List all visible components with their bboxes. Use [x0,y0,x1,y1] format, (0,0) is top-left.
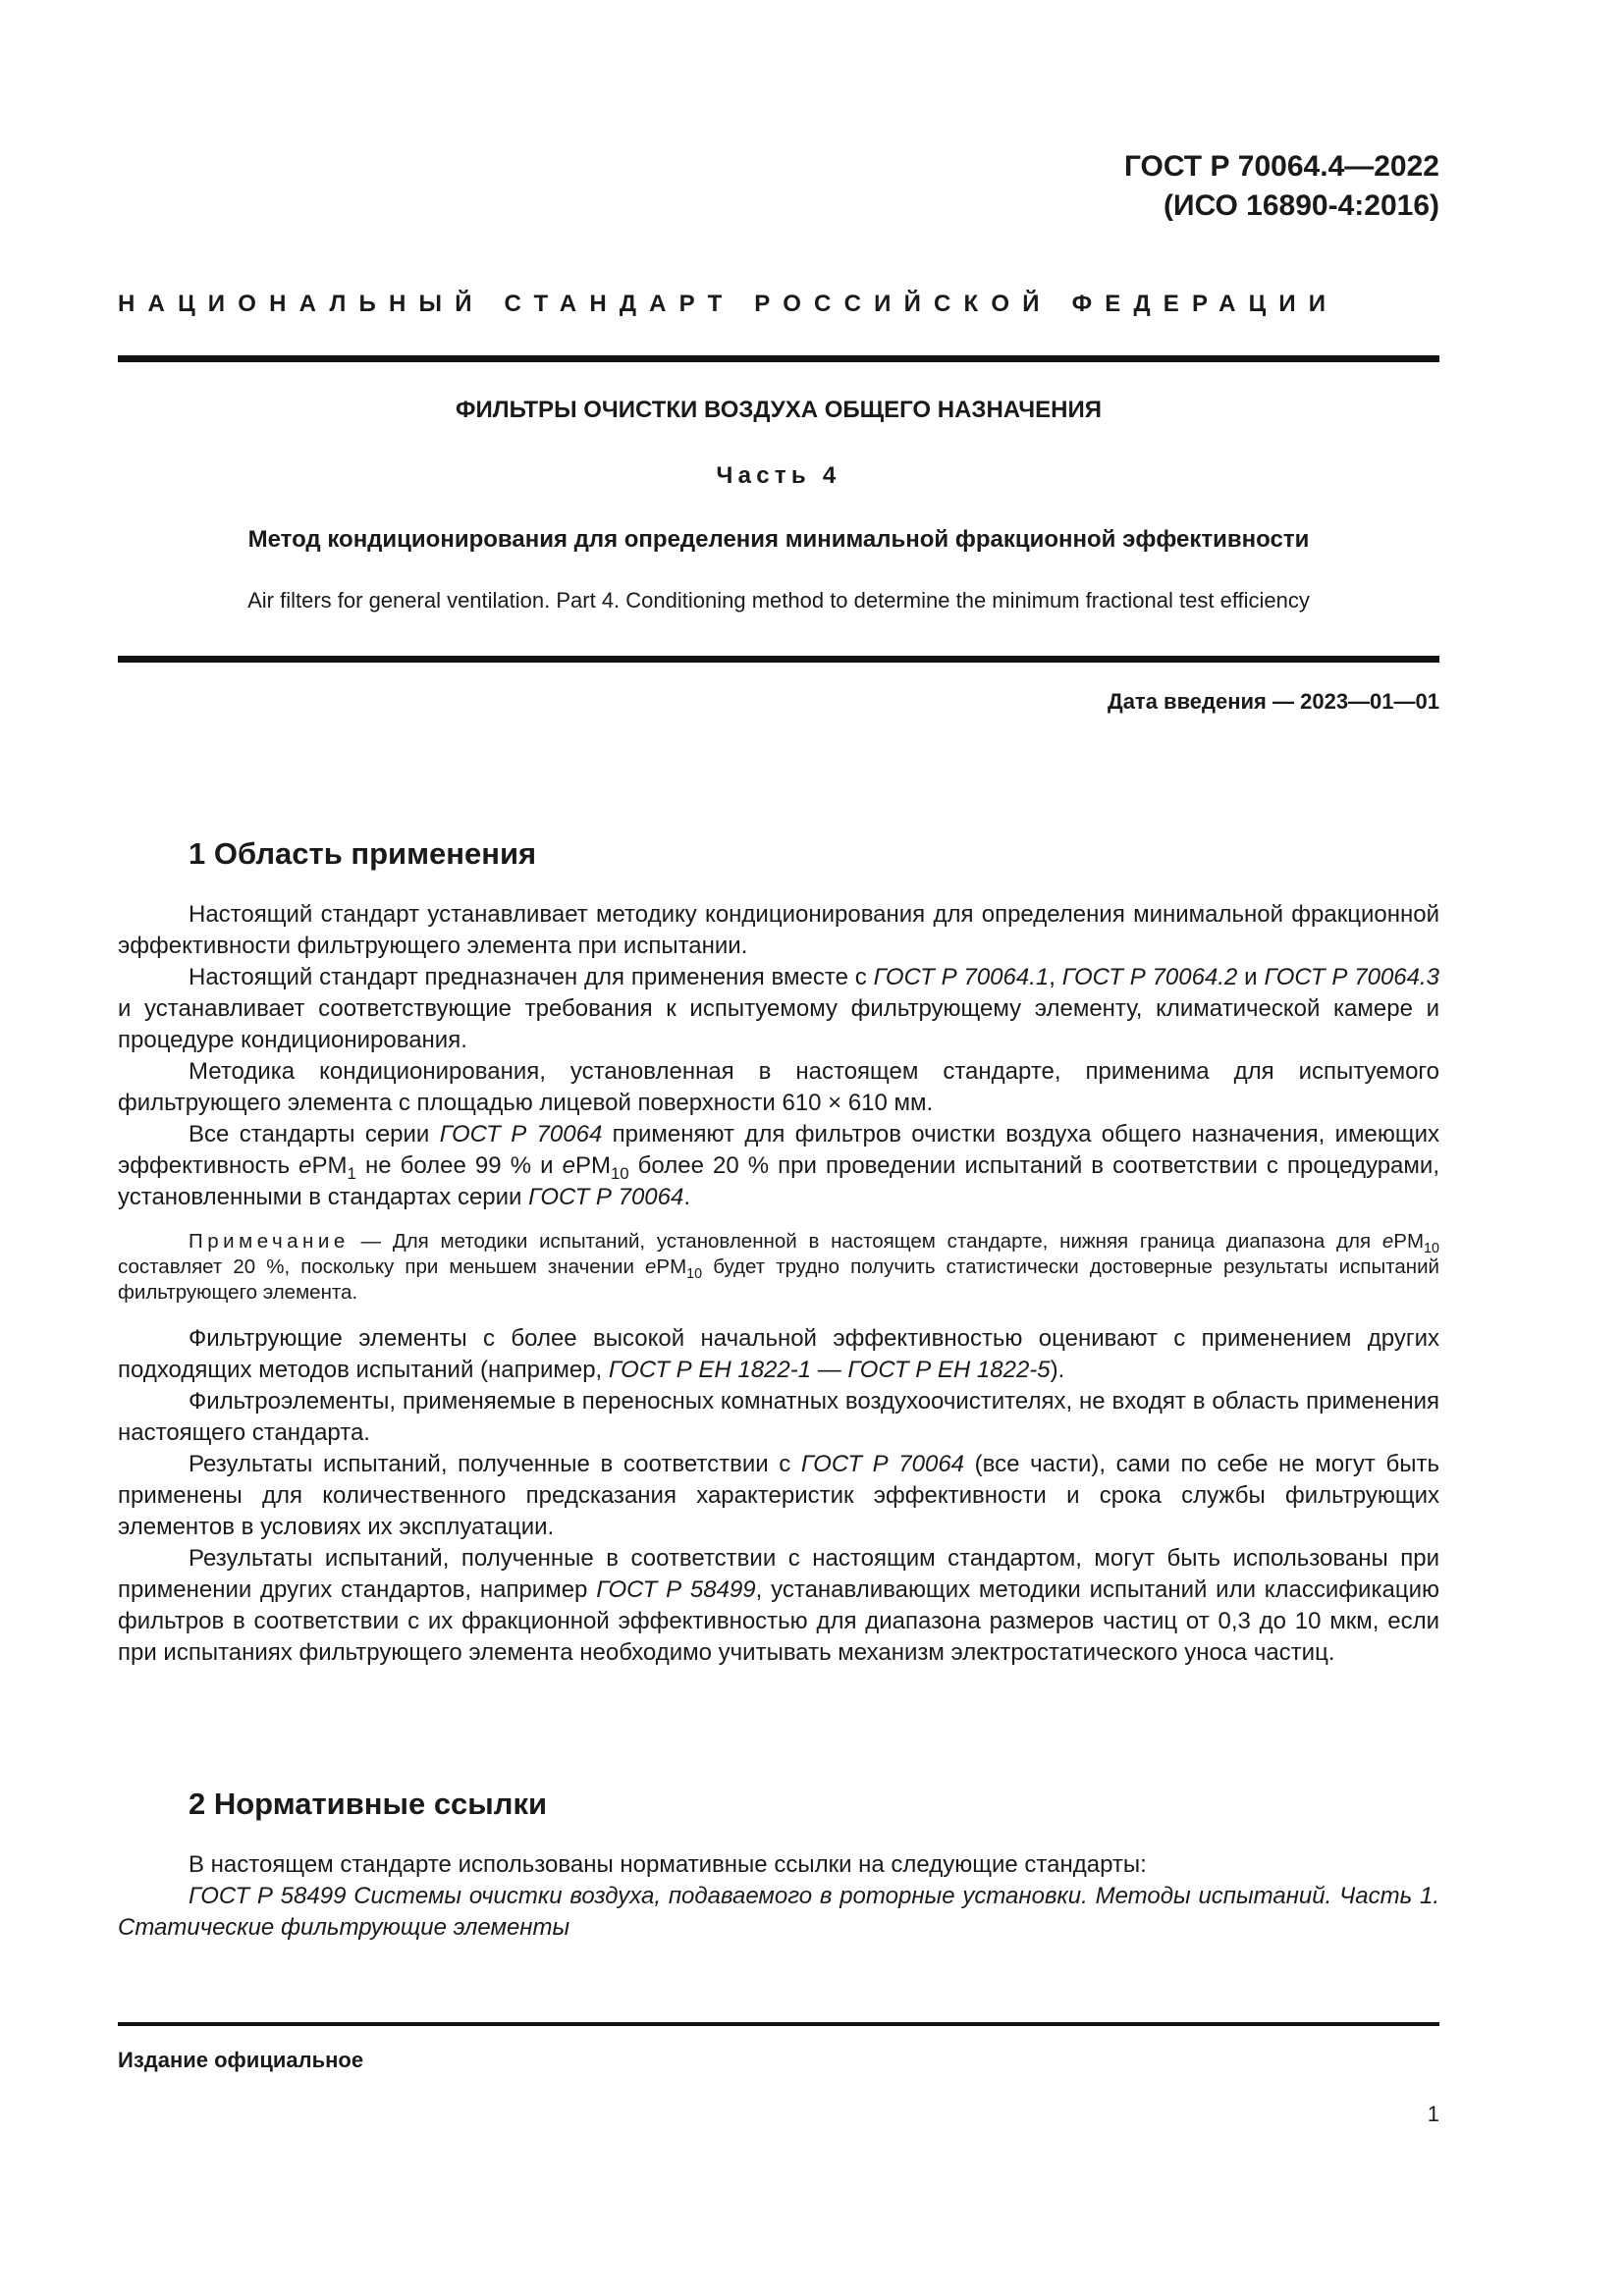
section-2-heading: 2 Нормативные ссылки [189,1787,548,1821]
gost-number: ГОСТ Р 70064.4—2022 [1123,150,1439,183]
iso-number: (ИСО 16890-4:2016) [1164,189,1439,222]
standard-reference: ГОСТ Р 70064.1 [873,964,1050,990]
standard-reference: ГОСТ Р 70064 [439,1121,603,1148]
introduction-date: Дата введения — 2023—01—01 [1108,689,1439,714]
paragraph: Настоящий стандарт устанавливает методику кондиционирования для определения минимальной фракционной эффективности фильтрующего элемента при испытании. [118,901,1439,959]
note: Примечание — Для методики испытаний, установленной в настоящем стандарте, нижняя граница диапазона для ePM$_{10}$ составляет 20 %, поскольку при меньшем значении ePM$_{10}$ будет трудно получить статистически достоверные результаты испытаний фильтрующего элемента. [118,1230,1439,1304]
header-rule [118,355,1439,362]
part-label: Часть 4 [716,462,841,489]
standard-reference: ГОСТ Р 70064.2 [1061,964,1238,990]
standard-reference: ГОСТ Р 58499 [596,1576,756,1603]
section-1-body [118,899,1439,1669]
official-edition-label: Издание официальное [118,2048,364,2072]
paragraph: Фильтрующие элементы с более высокой начальной эффективностью оценивают с применением других подходящих методов испытаний (например, ГОСТ Р ЕН 1822-1 — ГОСТ Р ЕН 1822-5). [118,1325,1439,1383]
national-standard-banner: НАЦИОНАЛЬНЫЙ СТАНДАРТ РОССИЙСКОЙ ФЕДЕРАЦИИ [118,291,1339,317]
document-page [118,0,1439,2296]
standard-reference: ГОСТ Р 70064.3 [1264,964,1440,990]
standard-reference: ГОСТ Р ЕН 1822-1 — ГОСТ Р ЕН 1822-5 [608,1357,1051,1383]
paragraph: Все стандарты серии ГОСТ Р 70064 применяют для фильтров очистки воздуха общего назначения, имеющих эффективность ePM$_1$ не более 99 % и ePM$_{10}$ более 20 % при проведении испытаний в соответствии с процедурами, установленными в стандартах серии ГОСТ Р 70064. [118,1121,1440,1210]
document-title: ФИЛЬТРЫ ОЧИСТКИ ВОЗДУХА ОБЩЕГО НАЗНАЧЕНИЯ [456,397,1102,423]
page-number: 1 [1427,2102,1439,2126]
document-subtitle: Метод кондиционирования для определения минимальной фракционной эффективности [247,526,1310,553]
paragraph: Результаты испытаний, полученные в соответствии с настоящим стандартом, могут быть использованы при применении других стандартов, например ГОСТ Р 58499, устанавливающих методики испытаний или классификацию фильтров в соответствии с их фракционной эффективностью для диапазона размеров частиц от 0,3 до 10 мкм, если при испытаниях фильтрующего элемента необходимо учитывать механизм электростатического уноса частиц. [118,1545,1439,1666]
normative-reference: ГОСТ Р 58499 Системы очистки воздуха, подаваемого в роторные установки. Методы испытаний. Часть 1. Статические фильтрующие элементы [118,1883,1439,1941]
standard-reference: ГОСТ Р 70064 [800,1451,965,1477]
footer-rule [118,2022,1439,2026]
standard-reference: ГОСТ Р 70064 [528,1184,684,1210]
paragraph: В настоящем стандарте использованы нормативные ссылки на следующие стандарты: [189,1851,1147,1878]
paragraph: Настоящий стандарт предназначен для применения вместе с ГОСТ Р 70064.1, ГОСТ Р 70064.2 и ГОСТ Р 70064.3 и устанавливает соответствующие требования к испытуемому фильтрующему элементу, климатической камере и процедуре кондиционирования. [118,964,1440,1053]
title-rule [118,656,1439,663]
paragraph: Методика кондиционирования, установленная в настоящем стандарте, применима для испытуемого фильтрующего элемента с площадью лицевой поверхности 610 × 610 мм. [118,1058,1439,1116]
document-identifier [1124,147,1439,226]
section-2-body [118,1849,1439,1944]
section-1-heading: 1 Область применения [189,836,537,871]
paragraph: Фильтроэлементы, применяемые в переносных комнатных воздухоочистителях, не входят в область применения настоящего стандарта. [118,1388,1439,1446]
note-label: Примечание [189,1230,350,1253]
english-title: Air filters for general ventilation. Part 4. Conditioning method to determine the minimum fractional test efficiency [247,588,1310,613]
paragraph: Результаты испытаний, полученные в соответствии с ГОСТ Р 70064 (все части), сами по себе не могут быть применены для количественного предсказания характеристик эффективности и срока службы фильтрующих элементов в условиях их эксплуатации. [118,1451,1440,1540]
